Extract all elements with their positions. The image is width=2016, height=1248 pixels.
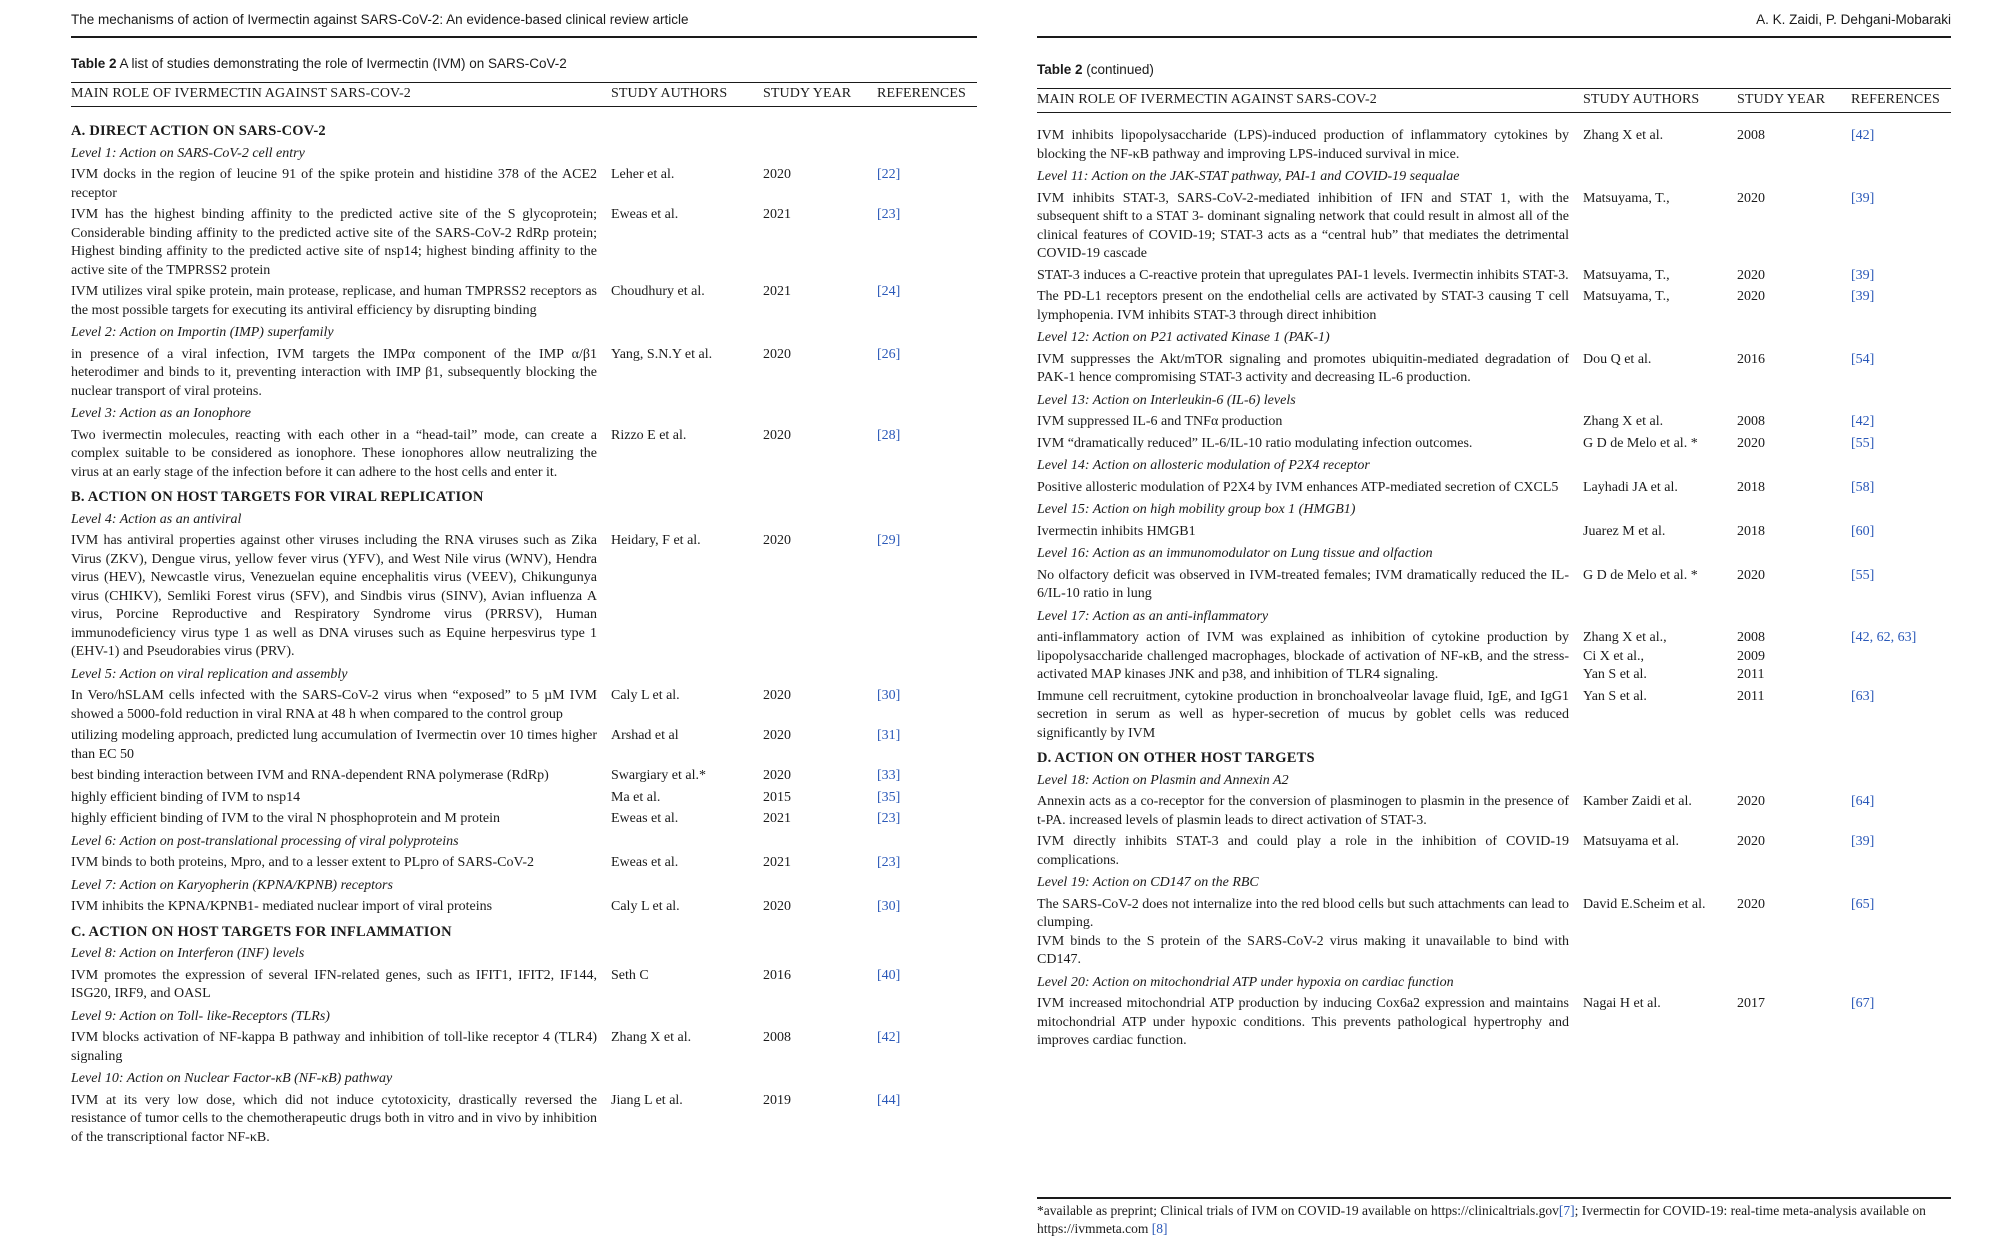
cell-study-year: 2008 [1737, 414, 1765, 429]
cell-main-role: IVM inhibits STAT-3, SARS-CoV-2-mediated inhibition of IFN and STAT 1, with the subsequent shift to a STAT 3- dominant signaling network that could result in almost all of the clinical features of COVID-19; STAT-3 acts as a “central hub” that mediates the detrimental COVID-19 cascade [1037, 190, 1569, 261]
cell-main-role: IVM inhibits the KPNA/KPNB1- mediated nuclear import of viral proteins [71, 899, 493, 914]
table-row [1037, 478, 1951, 500]
cell-main-role: No olfactory deficit was observed in IVM-treated females; IVM dramatically reduced the IL-6/IL-10 ratio in lung [1037, 567, 1569, 601]
table-label: Table 2 [1037, 62, 1083, 77]
section-heading: B. ACTION ON HOST TARGETS FOR VIRAL REPLICATION [71, 489, 484, 505]
cell-study-year: 2008 [1737, 128, 1765, 143]
cell-main-role: anti-inflammatory action of IVM was explained as inhibition of cytokine production by lipopolysaccharide challenged macrophages, blockade of activation of NF-κB, and the stress-activated MAP kinases JNK and p38, and inhibition of TLR4 signaling. [1037, 630, 1569, 682]
level-subheading: Level 9: Action on Toll- like-Receptors (TLRs) [71, 1008, 330, 1024]
cell-main-role: STAT-3 induces a C-reactive protein that upregulates PAI-1 levels. Ivermectin inhibits STAT-3. [1037, 267, 1569, 283]
cell-reference-link[interactable]: [23] [877, 811, 901, 826]
cell-study-authors: Seth C [611, 967, 649, 983]
level-subheading: Level 11: Action on the JAK-STAT pathway, PAI-1 and COVID-19 sequalae [1037, 169, 1460, 184]
table-row [1037, 412, 1951, 434]
cell-main-role: IVM docks in the region of leucine 91 of the spike protein and histidine 378 of the ACE2 receptor [71, 167, 597, 201]
table-continued-note: (continued) [1086, 62, 1154, 77]
cell-study-authors: Zhang X et al. [1583, 128, 1664, 143]
table-caption-continued [1037, 62, 1154, 77]
cell-reference-link[interactable]: [23] [877, 855, 901, 870]
level-subheading: Level 3: Action as an Ionophore [71, 406, 252, 421]
table-header [71, 82, 977, 107]
table-row [71, 282, 977, 322]
cell-reference-link[interactable]: [44] [877, 1092, 901, 1108]
cell-reference-link[interactable]: [64] [1851, 794, 1875, 809]
cell-study-year: 2020 [763, 533, 791, 548]
cell-main-role: In Vero/hSLAM cells infected with the SARS-CoV-2 virus when “exposed” to 5 µM IVM showed a 5000-fold reduction in viral RNA at 48 h when compared to the control group [71, 688, 597, 722]
cell-reference-link[interactable]: [22] [877, 167, 901, 182]
cell-study-year: 2020 [1737, 834, 1765, 849]
cell-main-role: The SARS-CoV-2 does not internalize into the red blood cells but such attachments can lead to clumping. IVM binds to the S protein of the SARS-CoV-2 virus making it unavailable to bind with CD147. [1037, 896, 1569, 967]
cell-reference-link[interactable]: [60] [1851, 523, 1875, 539]
cell-reference-link[interactable]: [40] [877, 967, 901, 983]
section-heading: C. ACTION ON HOST TARGETS FOR INFLAMMATION [71, 923, 452, 940]
table-row [1037, 189, 1951, 266]
cell-study-authors: Yan S et al. [1583, 688, 1647, 704]
cell-study-authors: Matsuyama et al. [1583, 834, 1680, 849]
header-study-authors: STUDY AUTHORS [1583, 92, 1700, 107]
level-subheading: Level 2: Action on Importin (IMP) superfamily [71, 325, 334, 340]
header-rule-right [1037, 36, 1951, 38]
cell-study-authors: Matsuyama, T., [1583, 267, 1670, 283]
cell-reference-link[interactable]: [39] [1851, 190, 1875, 206]
cell-study-year: 2021 [763, 207, 791, 222]
table-row [1037, 994, 1951, 1053]
cell-main-role: IVM has the highest binding affinity to the predicted active site of the S glycoprotein; Considerable binding affinity to the predicted active site of the SARS-CoV-2 RdRp protein; Highest binding affinity to the predicted active site of nsp14; highest binding affinity to the active site of the TMPRSS2 protein [71, 207, 597, 278]
level-subheading: Level 10: Action on Nuclear Factor-κB (NF-κB) pathway [71, 1071, 393, 1086]
cell-reference-link[interactable]: [42, 62, 63] [1851, 630, 1917, 645]
cell-study-year: 2020 [763, 167, 791, 182]
cell-study-authors: Nagai H et al. [1583, 996, 1661, 1011]
cell-study-authors: G D de Melo et al. * [1583, 567, 1698, 583]
cell-reference-link[interactable]: [29] [877, 533, 901, 548]
cell-study-year: 2015 [763, 789, 791, 805]
cell-main-role: Annexin acts as a co-receptor for the conversion of plasminogen to plasmin in the presence of t-PA. increased levels of plasmin leads to direct activation of STAT-3. [1037, 794, 1569, 828]
cell-study-authors: Choudhury et al. [611, 284, 705, 299]
cell-main-role: IVM utilizes viral spike protein, main protease, replicase, and human TMPRSS2 receptors as the most possible targets for executing its antiviral efficiency by disrupting binding [71, 284, 597, 318]
level-subheading: Level 7: Action on Karyopherin (KPNA/KPNB) receptors [71, 877, 393, 893]
header-main-role: MAIN ROLE OF IVERMECTIN AGAINST SARS-COV-2 [1037, 92, 1377, 107]
cell-study-authors: Layhadi JA et al. [1583, 479, 1678, 495]
cell-reference-link[interactable]: [26] [877, 346, 901, 362]
table-row [71, 1091, 977, 1150]
cell-study-authors: Eweas et al. [611, 207, 679, 222]
cell-reference-link[interactable]: [54] [1851, 351, 1875, 367]
cell-study-authors: Zhang X et al. [611, 1030, 692, 1045]
table-row [71, 788, 977, 810]
level-subheading: Level 12: Action on P21 activated Kinase 1 (PAK-1) [1037, 330, 1330, 345]
table-row [71, 809, 977, 831]
cell-study-year: 2021 [763, 811, 791, 826]
cell-reference-link[interactable]: [55] [1851, 435, 1875, 451]
cell-study-year: 2008 2009 2011 [1737, 630, 1765, 682]
cell-study-year: 2017 [1737, 996, 1765, 1011]
table-row [1037, 566, 1951, 606]
cell-study-year: 2020 [763, 688, 791, 703]
table-row [71, 726, 977, 766]
cell-main-role: IVM suppresses the Akt/mTOR signaling and promotes ubiquitin-mediated degradation of PAK-1 hence compromising STAT-3 activity and decreasing IL-6 production. [1037, 351, 1569, 385]
cell-main-role: The PD-L1 receptors present on the endothelial cells are activated by STAT-3 causing T cell lymphopenia. IVM inhibits STAT-3 through direct inhibition [1037, 289, 1569, 323]
cell-study-year: 2021 [763, 855, 791, 870]
cell-reference-link[interactable]: [31] [877, 728, 901, 743]
table-row [1037, 832, 1951, 872]
cell-study-authors: Zhang X et al., Ci X et al., Yan S et al. [1583, 630, 1667, 682]
table-row [1037, 628, 1951, 687]
table-row [71, 426, 977, 485]
table-row [1037, 287, 1951, 327]
footnote-rule [1037, 1197, 1951, 1199]
section-heading: D. ACTION ON OTHER HOST TARGETS [1037, 750, 1315, 766]
level-subheading: Level 16: Action as an immunomodulator on Lung tissue and olfaction [1037, 546, 1433, 561]
table-body [1037, 126, 1951, 1053]
level-subheading: Level 15: Action on high mobility group box 1 (HMGB1) [1037, 502, 1356, 517]
table-caption [71, 56, 567, 71]
cell-study-authors: Zhang X et al. [1583, 414, 1664, 429]
header-study-year: STUDY YEAR [1737, 92, 1826, 107]
cell-main-role: IVM has antiviral properties against other viruses including the RNA viruses such as Zika Virus (ZKV), Dengue virus, yellow fever virus (YFV), and West Nile virus (WNV), Hendra virus (HEV), Newcastle virus, Venezuelan equine encephalitis virus (VEEV), Chikungunya virus (CHIKV), Semliki Forest virus (SFV), and Sindbis virus (SINV), Avian influenza A virus, Porcine Reproductive and Respiratory Syndrome virus (PRRSV), Human immunodeficiency virus type 1 as well as DNA viruses such as Equine herpesvirus type 1 (EHV-1) and Pseudorabies virus (PRV). [71, 533, 597, 659]
cell-study-authors: Eweas et al. [611, 855, 679, 870]
cell-study-year: 2011 [1737, 688, 1765, 704]
cell-reference-link[interactable]: [35] [877, 789, 901, 805]
table-row [1037, 895, 1951, 972]
cell-main-role: Two ivermectin molecules, reacting with each other in a “head-tail” mode, can create a complex suitable to be considered as ionophore. These ionophores allow neutralizing the virus at an early stage of the infection before it can adhere to the host cells and enter it. [71, 427, 597, 480]
header-main-role: MAIN ROLE OF IVERMECTIN AGAINST SARS-COV-2 [71, 86, 411, 101]
cell-study-year: 2020 [1737, 896, 1765, 912]
cell-study-year: 2020 [1737, 435, 1765, 451]
cell-study-authors: Matsuyama, T., [1583, 289, 1670, 304]
cell-reference-link[interactable]: [24] [877, 284, 901, 299]
footnote-text-a: *available as preprint; Clinical trials of IVM on COVID-19 available on https://clinicaltrials.gov [1037, 1203, 1559, 1218]
cell-study-authors: G D de Melo et al. * [1583, 435, 1698, 451]
cell-reference-link[interactable]: [28] [877, 427, 901, 443]
cell-reference-link[interactable]: [42] [877, 1030, 901, 1045]
level-subheading: Level 14: Action on allosteric modulation of P2X4 receptor [1037, 458, 1370, 473]
cell-reference-link[interactable]: [39] [1851, 834, 1875, 849]
cell-main-role: Immune cell recruitment, cytokine production in bronchoalveolar lavage fluid, IgE, and IgG1 secretion in serum as well as hyper-secretion of mucus by goblet cells was reduced significantly by IVM [1037, 688, 1569, 741]
cell-study-authors: Dou Q et al. [1583, 351, 1652, 367]
running-head-title: The mechanisms of action of Ivermectin against SARS-CoV-2: An evidence-based clinical review article [71, 12, 689, 27]
running-head-authors: A. K. Zaidi, P. Dehgani-Mobaraki [1756, 12, 1951, 27]
header-references: REFERENCES [877, 86, 966, 101]
cell-study-authors: Rizzo E et al. [611, 427, 687, 443]
level-subheading: Level 6: Action on post-translational processing of viral polyproteins [71, 833, 459, 849]
cell-study-year: 2020 [763, 899, 791, 914]
cell-study-year: 2020 [1737, 267, 1765, 283]
table-row [1037, 687, 1951, 746]
cell-study-year: 2020 [763, 768, 791, 783]
cell-reference-link[interactable]: [23] [877, 207, 901, 222]
cell-study-year: 2016 [763, 967, 791, 983]
table-row [1037, 792, 1951, 832]
level-subheading: Level 19: Action on CD147 on the RBC [1037, 875, 1259, 890]
cell-study-authors: David E.Scheim et al. [1583, 896, 1706, 912]
cell-reference-link[interactable]: [55] [1851, 567, 1875, 583]
table-row [71, 966, 977, 1006]
table-header [1037, 88, 1951, 113]
cell-main-role: IVM at its very low dose, which did not induce cytotoxicity, drastically reversed the resistance of tumor cells to the chemotherapeutic drugs both in vitro and in vivo by inhibition of the transcriptional factor NF-κB. [71, 1092, 597, 1145]
cell-reference-link[interactable]: [39] [1851, 267, 1875, 283]
cell-study-authors: Ma et al. [611, 789, 661, 805]
cell-study-authors: Leher et al. [611, 167, 675, 182]
cell-study-year: 2020 [1737, 794, 1765, 809]
level-subheading: Level 17: Action as an anti-inflammatory [1037, 608, 1269, 624]
header-study-year: STUDY YEAR [763, 86, 852, 101]
cell-reference-link[interactable]: [39] [1851, 289, 1875, 304]
table-row [71, 853, 977, 875]
footnote-ref-link[interactable]: [7] [1558, 1203, 1575, 1218]
table-label: Table 2 [71, 56, 117, 71]
table-row [1037, 522, 1951, 544]
cell-main-role: in presence of a viral infection, IVM targets the IMPα component of the IMP α/β1 heterodimer and binds to it, preventing interaction with IMP β1, subsequently blocking the nuclear transport of viral proteins. [71, 346, 597, 399]
table-row [71, 205, 977, 282]
cell-main-role: IVM binds to both proteins, Mpro, and to a lesser extent to PLpro of SARS-CoV-2 [71, 855, 535, 870]
table-row [71, 345, 977, 404]
cell-study-year: 2018 [1737, 523, 1765, 539]
table-body [71, 118, 977, 1149]
table-title: A list of studies demonstrating the role of Ivermectin (IVM) on SARS-CoV-2 [119, 56, 567, 71]
cell-study-year: 2016 [1737, 351, 1765, 367]
cell-main-role: utilizing modeling approach, predicted lung accumulation of Ivermectin over 10 times higher than EC 50 [71, 728, 597, 762]
table-row [1037, 266, 1951, 288]
cell-study-authors: Matsuyama, T., [1583, 190, 1670, 206]
footnote-text-b: ; Ivermectin for COVID-19: real-time meta-analysis available on https://ivmmeta.com [1037, 1203, 1926, 1236]
cell-reference-link[interactable]: [65] [1851, 896, 1875, 912]
cell-study-year: 2020 [763, 427, 791, 443]
table-footnote [1037, 1202, 1951, 1238]
cell-main-role: highly efficient binding of IVM to nsp14 [71, 789, 301, 805]
cell-study-year: 2020 [1737, 567, 1765, 583]
cell-main-role: best binding interaction between IVM and RNA-dependent RNA polymerase (RdRp) [71, 768, 549, 783]
cell-reference-link[interactable]: [30] [877, 899, 901, 914]
cell-study-authors: Juarez M et al. [1583, 523, 1666, 539]
cell-study-authors: Caly L et al. [611, 688, 680, 703]
cell-main-role: IVM “dramatically reduced” IL-6/IL-10 ratio modulating infection outcomes. [1037, 435, 1473, 451]
table-row [71, 1028, 977, 1068]
cell-study-authors: Eweas et al. [611, 811, 679, 826]
header-study-authors: STUDY AUTHORS [611, 86, 728, 101]
cell-study-authors: Arshad et al [611, 728, 679, 743]
cell-main-role: IVM increased mitochondrial ATP production by inducing Cox6a2 expression and maintains mitochondrial ATP under hypoxic conditions. This prevents pathological hypertrophy and improves cardiac function. [1037, 996, 1569, 1048]
footnote-ref-link[interactable]: [8] [1151, 1221, 1168, 1236]
table-row [71, 766, 977, 788]
table-row [1037, 434, 1951, 456]
cell-reference-link[interactable]: [42] [1851, 128, 1875, 143]
cell-study-year: 2021 [763, 284, 791, 299]
cell-study-authors: Jiang L et al. [611, 1092, 683, 1108]
level-subheading: Level 5: Action on viral replication and assembly [71, 666, 348, 682]
cell-main-role: Positive allosteric modulation of P2X4 by IVM enhances ATP-mediated secretion of CXCL5 [1037, 479, 1559, 495]
header-references: REFERENCES [1851, 92, 1940, 107]
table-row [71, 897, 977, 919]
cell-reference-link[interactable]: [63] [1851, 688, 1875, 704]
table-row [1037, 350, 1951, 390]
table-row [71, 165, 977, 205]
header-rule-left [71, 36, 977, 38]
level-subheading: Level 4: Action as an antiviral [71, 511, 242, 527]
cell-main-role: IVM blocks activation of NF-kappa B pathway and inhibition of toll-like receptor 4 (TLR4) signaling [71, 1030, 597, 1064]
cell-main-role: IVM suppressed IL-6 and TNFα production [1037, 414, 1283, 429]
cell-study-authors: Caly L et al. [611, 899, 680, 914]
cell-main-role: IVM promotes the expression of several IFN-related genes, such as IFIT1, IFIT2, IF144, ISG20, IRF9, and OASL [71, 967, 597, 1001]
cell-study-year: 2018 [1737, 479, 1765, 495]
table-row [71, 531, 977, 664]
cell-reference-link[interactable]: [67] [1851, 996, 1875, 1011]
cell-study-authors: Kamber Zaidi et al. [1583, 794, 1692, 809]
level-subheading: Level 8: Action on Interferon (INF) levels [71, 946, 305, 961]
cell-reference-link[interactable]: [58] [1851, 479, 1875, 495]
section-heading: A. DIRECT ACTION ON SARS-COV-2 [71, 123, 326, 139]
cell-reference-link[interactable]: [42] [1851, 414, 1875, 429]
level-subheading: Level 18: Action on Plasmin and Annexin A2 [1037, 772, 1289, 788]
cell-study-year: 2020 [763, 346, 791, 362]
cell-study-year: 2020 [1737, 190, 1765, 206]
level-subheading: Level 20: Action on mitochondrial ATP under hypoxia on cardiac function [1037, 974, 1454, 990]
cell-study-year: 2019 [763, 1092, 791, 1108]
cell-study-year: 2020 [1737, 289, 1765, 304]
cell-main-role: Ivermectin inhibits HMGB1 [1037, 523, 1196, 539]
cell-reference-link[interactable]: [33] [877, 768, 901, 783]
cell-study-authors: Yang, S.N.Y et al. [611, 346, 713, 362]
cell-reference-link[interactable]: [30] [877, 688, 901, 703]
cell-main-role: IVM directly inhibits STAT-3 and could play a role in the inhibition of COVID-19 complications. [1037, 834, 1569, 868]
cell-study-authors: Heidary, F et al. [611, 533, 701, 548]
cell-study-authors: Swargiary et al.* [611, 768, 706, 783]
table-row [71, 686, 977, 726]
table-row [1037, 126, 1951, 166]
cell-main-role: IVM inhibits lipopolysaccharide (LPS)-induced production of inflammatory cytokines by blocking the NF-κB pathway and improving LPS-induced survival in mice. [1037, 128, 1569, 162]
cell-study-year: 2020 [763, 728, 791, 743]
level-subheading: Level 13: Action on Interleukin-6 (IL-6) levels [1037, 392, 1296, 408]
cell-study-year: 2008 [763, 1030, 791, 1045]
level-subheading: Level 1: Action on SARS-CoV-2 cell entry [71, 145, 305, 161]
cell-main-role: highly efficient binding of IVM to the viral N phosphoprotein and M protein [71, 811, 501, 826]
